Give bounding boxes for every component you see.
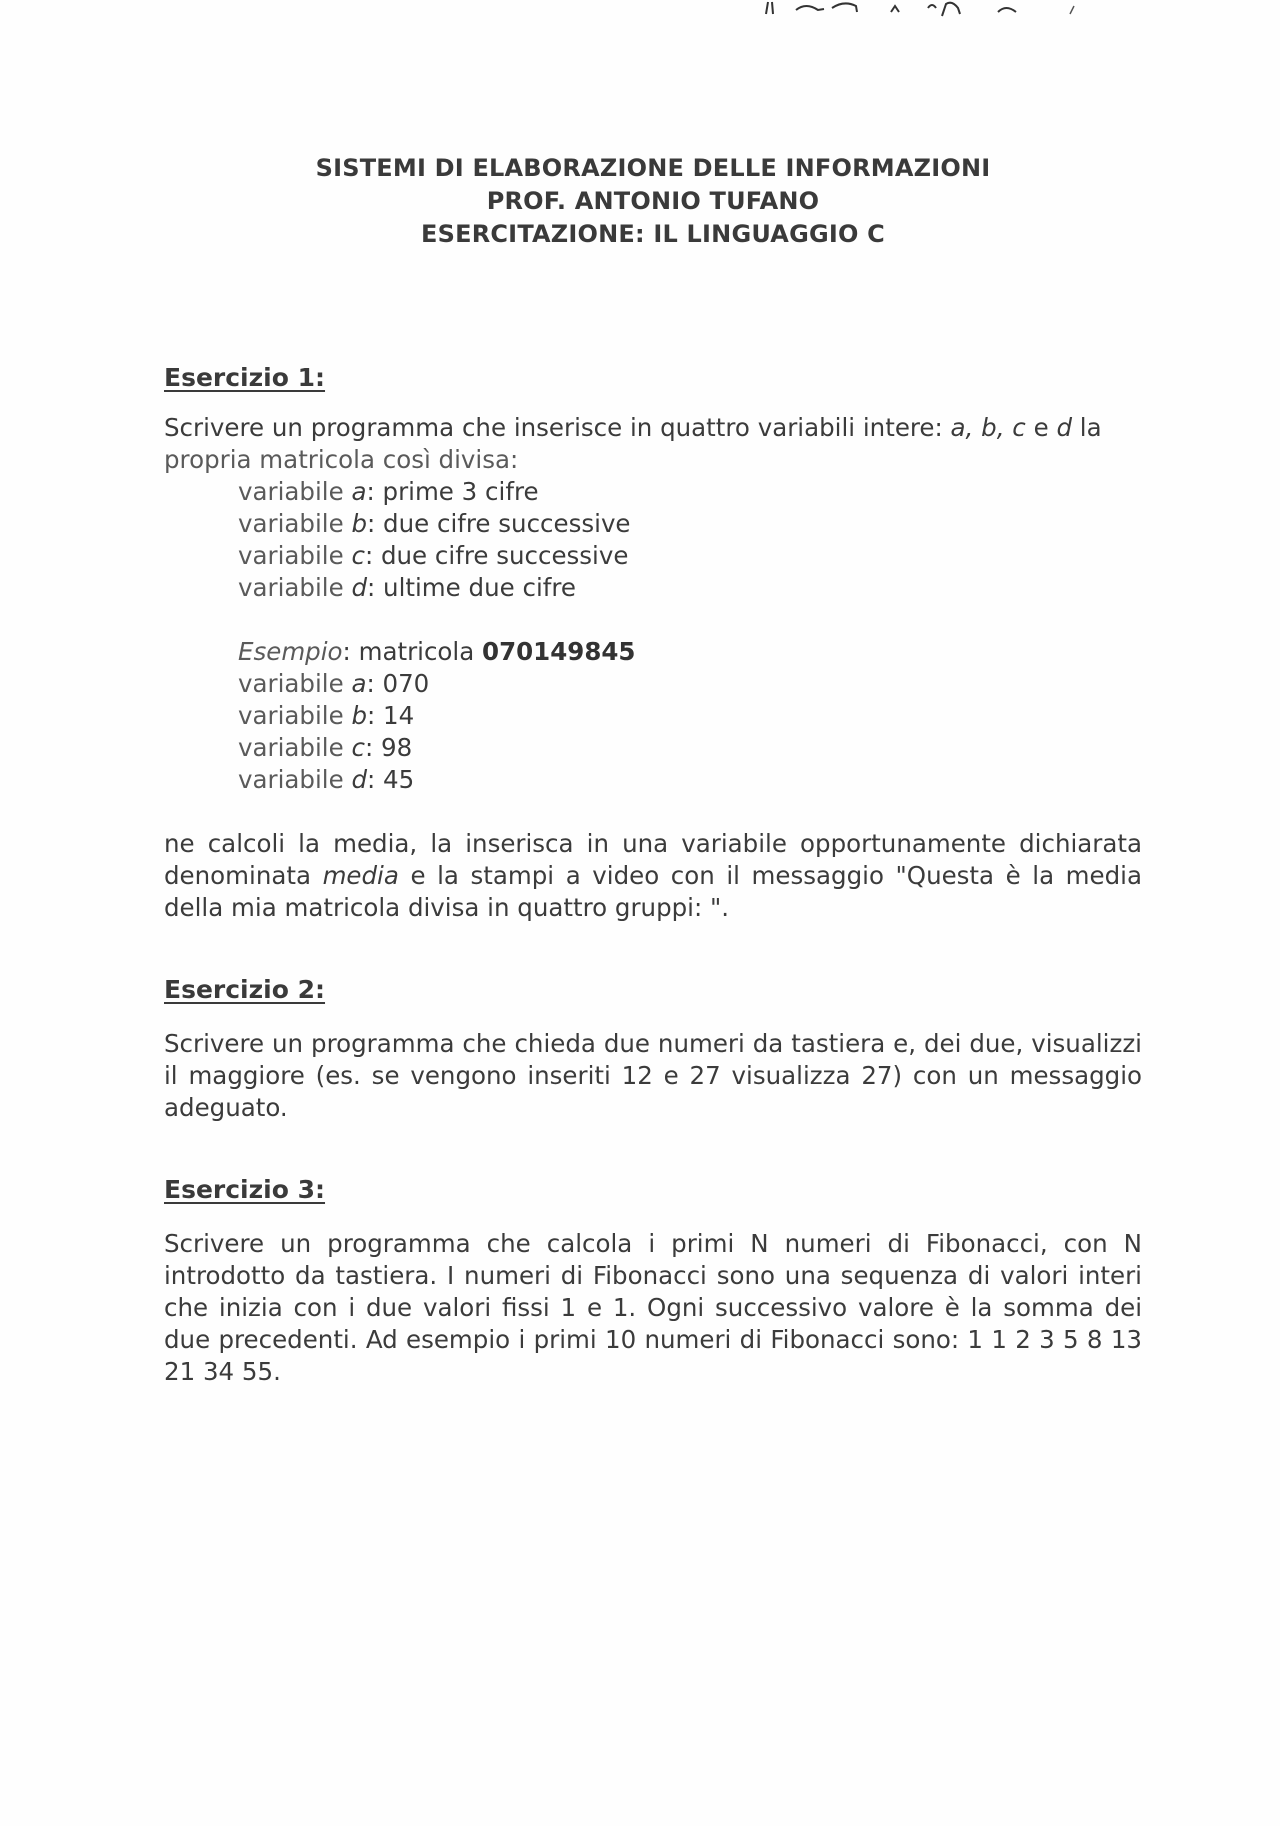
- exercise-1-outro: ne calcoli la media, la inserisca in una variabile opportunamente dichiarata denominata media e la stampi a video con il messaggio "Questa è la media della mia matricola divisa in quattro gruppi: ".: [164, 829, 1142, 922]
- var-a-inline: a,: [950, 413, 974, 442]
- exercise-2: [164, 974, 1142, 1124]
- var-c-inline: c: [1012, 413, 1026, 442]
- exercise-2-title: Esercizio 2:: [164, 975, 326, 1004]
- exercise-set-title: ESERCITAZIONE: IL LINGUAGGIO C: [421, 220, 885, 248]
- exercise-3: [164, 1174, 1142, 1388]
- example-line-c: variabile c: 98: [238, 733, 413, 762]
- course-title: SISTEMI DI ELABORAZIONE DELLE INFORMAZIONI: [315, 154, 991, 182]
- variable-line-d: variabile d: ultime due cifre: [238, 573, 576, 602]
- document-header: [0, 152, 1280, 251]
- document-body: [164, 362, 1142, 1388]
- exercise-3-text: Scrivere un programma che calcola i primi N numeri di Fibonacci, con N introdotto da tastiera. I numeri di Fibonacci sono una sequenza di valori interi che inizia con i due valori fissi 1 e 1. Ogni successivo valore è la somma dei due precedenti. Ad esempio i primi 10 numeri di Fibonacci sono: 1 1 2 3 5 8 13 21 34 55.: [164, 1229, 1142, 1386]
- exercise-1-intro-line2: propria matricola così divisa:: [164, 445, 519, 474]
- example-matricola-number: 070149845: [482, 637, 636, 666]
- exercise-1: [164, 362, 1142, 924]
- exercise-1-title: Esercizio 1:: [164, 363, 326, 392]
- var-b-inline: b,: [981, 413, 1005, 442]
- var-d-inline: d: [1056, 413, 1072, 442]
- variable-line-a: variabile a: prime 3 cifre: [238, 477, 539, 506]
- exercise-1-intro-text: Scrivere un programma che inserisce in quattro variabili intere:: [164, 413, 943, 442]
- example-line-a: variabile a: 070: [238, 669, 430, 698]
- exercise-3-title: Esercizio 3:: [164, 1175, 326, 1204]
- example-block: [164, 636, 1142, 796]
- scan-artifact-marks: [740, 0, 1240, 30]
- example-line-d: variabile d: 45: [238, 765, 415, 794]
- conj-e: e: [1025, 413, 1057, 442]
- variable-line-c: variabile c: due cifre successive: [238, 541, 629, 570]
- exercise-1-intro: [164, 412, 1142, 476]
- variable-split-list: [164, 476, 1142, 604]
- exercise-2-text: Scrivere un programma che chieda due numeri da tastiera e, dei due, visualizzi il maggiore (es. se vengono inseriti 12 e 27 visualizza 27) con un messaggio adeguato.: [164, 1029, 1142, 1122]
- media-variable: media: [322, 861, 399, 890]
- intro-tail: la: [1072, 413, 1102, 442]
- example-line-b: variabile b: 14: [238, 701, 415, 730]
- example-heading: Esempio: matricola 070149845: [238, 637, 636, 666]
- professor-name: PROF. ANTONIO TUFANO: [486, 187, 820, 215]
- variable-line-b: variabile b: due cifre successive: [238, 509, 631, 538]
